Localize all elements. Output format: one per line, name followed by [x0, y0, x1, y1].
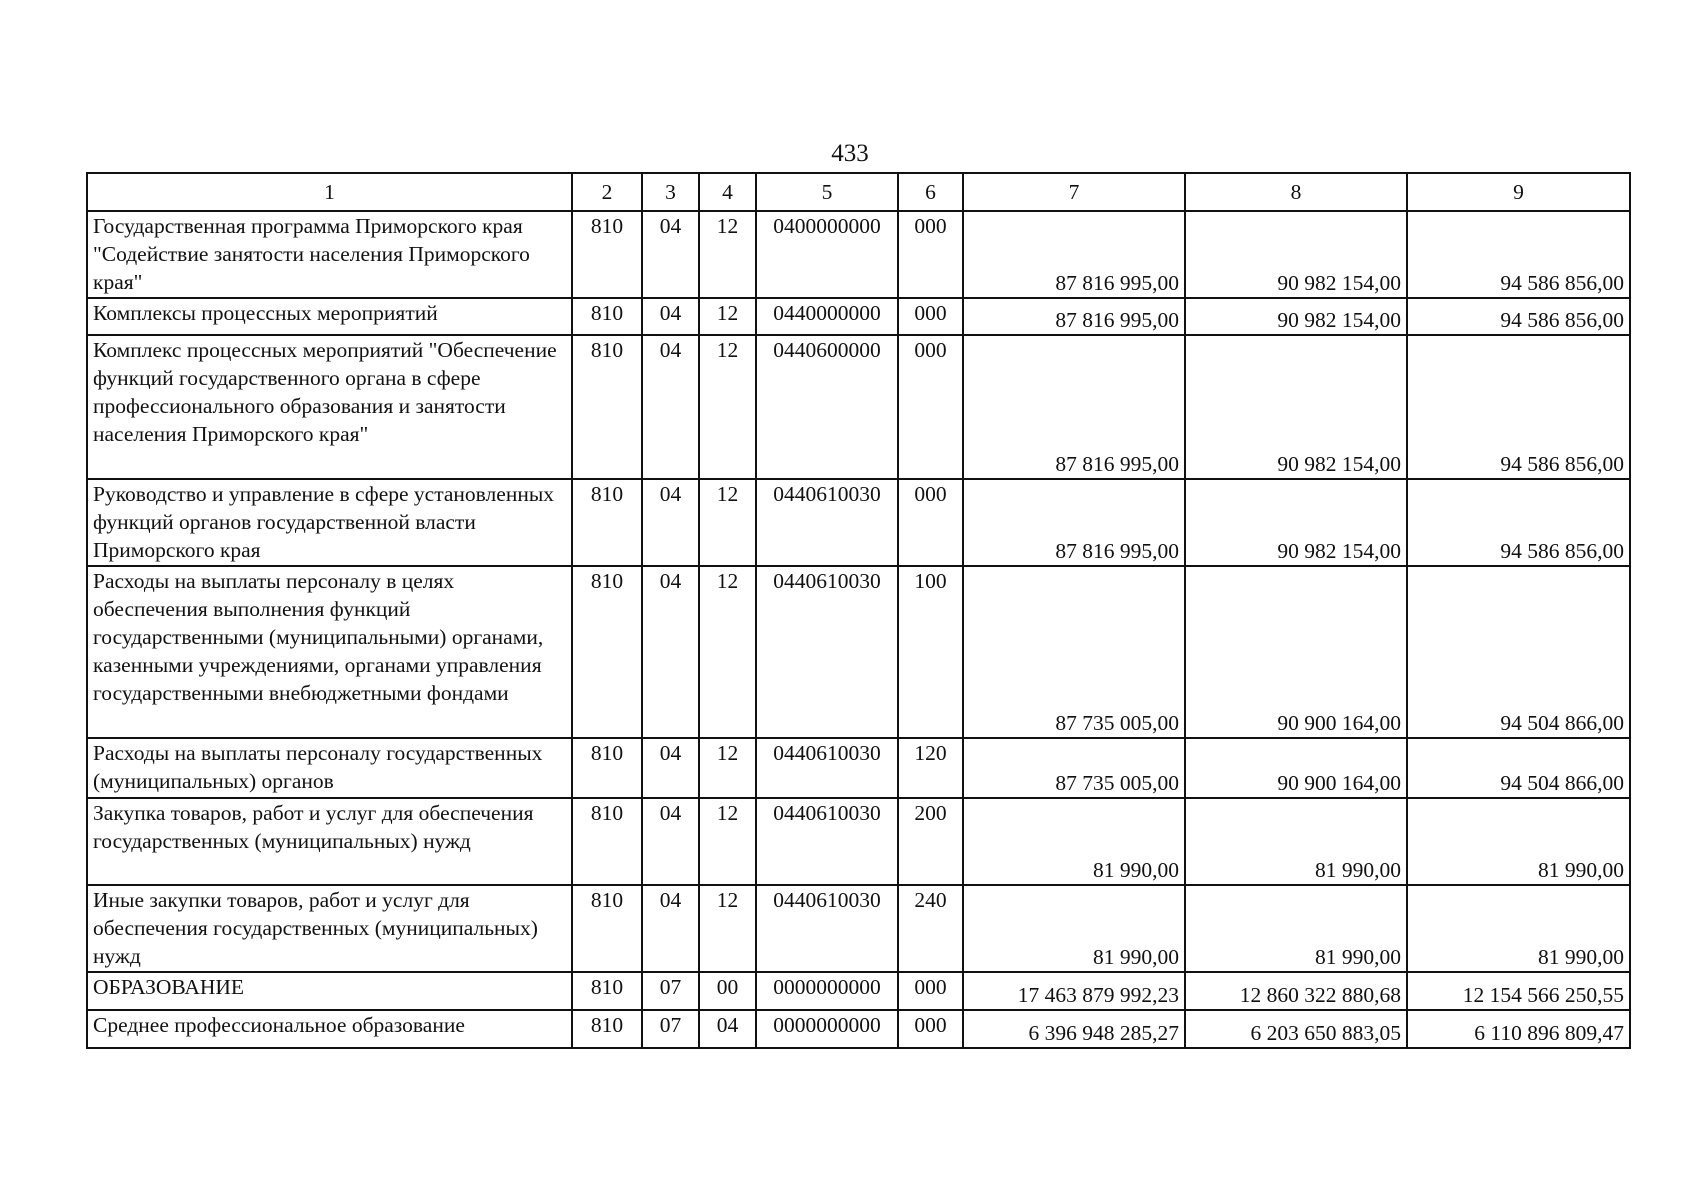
row-name: Руководство и управление в сфере установленных функций органов государственной власти Приморского края [87, 479, 572, 566]
row-amount-col7: 17 463 879 992,23 [963, 972, 1185, 1010]
row-ministry-code: 810 [572, 798, 642, 885]
row-ministry-code: 810 [572, 738, 642, 798]
row-ministry-code: 810 [572, 298, 642, 335]
row-ministry-code: 810 [572, 972, 642, 1010]
table-row [87, 479, 1630, 566]
row-amount-col7: 81 990,00 [963, 798, 1185, 885]
row-subsection-code: 12 [699, 298, 756, 335]
row-amount-col9: 94 586 856,00 [1407, 479, 1630, 566]
row-target-article-code: 0440610030 [756, 479, 898, 566]
row-amount-col7: 87 735 005,00 [963, 566, 1185, 738]
row-subsection-code: 04 [699, 1010, 756, 1048]
row-ministry-code: 810 [572, 1010, 642, 1048]
column-number-header-row [87, 173, 1630, 211]
table-row [87, 211, 1630, 298]
table-row [87, 335, 1630, 479]
row-expense-type-code: 000 [898, 1010, 963, 1048]
row-section-code: 04 [642, 479, 699, 566]
column-header: 1 [87, 173, 572, 211]
row-name: ОБРАЗОВАНИЕ [87, 972, 572, 1010]
row-name: Комплекс процессных мероприятий "Обеспечение функций государственного органа в сфере профессионального образования и занятости населения Приморского края" [87, 335, 572, 479]
column-header: 3 [642, 173, 699, 211]
row-expense-type-code: 000 [898, 335, 963, 479]
row-expense-type-code: 240 [898, 885, 963, 972]
row-section-code: 04 [642, 335, 699, 479]
row-subsection-code: 12 [699, 738, 756, 798]
row-amount-col8: 6 203 650 883,05 [1185, 1010, 1407, 1048]
row-amount-col8: 90 982 154,00 [1185, 298, 1407, 335]
row-amount-col8: 81 990,00 [1185, 885, 1407, 972]
row-expense-type-code: 000 [898, 972, 963, 1010]
row-amount-col7: 81 990,00 [963, 885, 1185, 972]
row-name: Расходы на выплаты персоналу в целях обеспечения выполнения функций государственными (муниципальными) органами, казенными учреждениями, органами управления государственными внебюджетными фондами [87, 566, 572, 738]
row-expense-type-code: 200 [898, 798, 963, 885]
row-amount-col8: 12 860 322 880,68 [1185, 972, 1407, 1010]
row-amount-col8: 90 982 154,00 [1185, 335, 1407, 479]
row-name: Государственная программа Приморского края "Содействие занятости населения Приморского края" [87, 211, 572, 298]
row-amount-col9: 94 504 866,00 [1407, 738, 1630, 798]
row-target-article-code: 0440610030 [756, 885, 898, 972]
column-header: 7 [963, 173, 1185, 211]
row-name: Комплексы процессных мероприятий [87, 298, 572, 335]
column-header: 2 [572, 173, 642, 211]
row-ministry-code: 810 [572, 335, 642, 479]
column-header: 8 [1185, 173, 1407, 211]
row-section-code: 07 [642, 972, 699, 1010]
row-section-code: 04 [642, 566, 699, 738]
row-amount-col7: 87 816 995,00 [963, 479, 1185, 566]
row-ministry-code: 810 [572, 885, 642, 972]
table-row [87, 566, 1630, 738]
row-ministry-code: 810 [572, 566, 642, 738]
row-amount-col8: 90 900 164,00 [1185, 738, 1407, 798]
column-header: 9 [1407, 173, 1630, 211]
row-amount-col9: 81 990,00 [1407, 798, 1630, 885]
row-target-article-code: 0440610030 [756, 566, 898, 738]
row-section-code: 04 [642, 798, 699, 885]
row-ministry-code: 810 [572, 211, 642, 298]
row-target-article-code: 0440610030 [756, 798, 898, 885]
row-amount-col8: 90 982 154,00 [1185, 211, 1407, 298]
row-section-code: 07 [642, 1010, 699, 1048]
row-subsection-code: 00 [699, 972, 756, 1010]
row-subsection-code: 12 [699, 566, 756, 738]
row-amount-col9: 94 586 856,00 [1407, 335, 1630, 479]
row-section-code: 04 [642, 885, 699, 972]
table-row [87, 298, 1630, 335]
table-row [87, 885, 1630, 972]
row-subsection-code: 12 [699, 798, 756, 885]
row-name: Закупка товаров, работ и услуг для обеспечения государственных (муниципальных) нужд [87, 798, 572, 885]
row-amount-col7: 6 396 948 285,27 [963, 1010, 1185, 1048]
row-subsection-code: 12 [699, 335, 756, 479]
row-amount-col9: 94 586 856,00 [1407, 211, 1630, 298]
table-row [87, 1010, 1630, 1048]
row-expense-type-code: 000 [898, 211, 963, 298]
column-header: 6 [898, 173, 963, 211]
row-expense-type-code: 000 [898, 479, 963, 566]
row-amount-col9: 94 504 866,00 [1407, 566, 1630, 738]
budget-table [86, 172, 1631, 1049]
row-name: Расходы на выплаты персоналу государственных (муниципальных) органов [87, 738, 572, 798]
row-amount-col8: 90 900 164,00 [1185, 566, 1407, 738]
row-subsection-code: 12 [699, 479, 756, 566]
row-amount-col9: 12 154 566 250,55 [1407, 972, 1630, 1010]
row-section-code: 04 [642, 738, 699, 798]
row-target-article-code: 0000000000 [756, 972, 898, 1010]
row-name: Иные закупки товаров, работ и услуг для обеспечения государственных (муниципальных) нужд [87, 885, 572, 972]
row-amount-col8: 90 982 154,00 [1185, 479, 1407, 566]
column-header: 5 [756, 173, 898, 211]
row-target-article-code: 0000000000 [756, 1010, 898, 1048]
row-name: Среднее профессиональное образование [87, 1010, 572, 1048]
row-amount-col8: 81 990,00 [1185, 798, 1407, 885]
table-row [87, 738, 1630, 798]
row-amount-col7: 87 816 995,00 [963, 298, 1185, 335]
table-row [87, 798, 1630, 885]
row-target-article-code: 0440600000 [756, 335, 898, 479]
row-amount-col7: 87 816 995,00 [963, 335, 1185, 479]
page-number: 433 [831, 140, 869, 167]
row-amount-col9: 6 110 896 809,47 [1407, 1010, 1630, 1048]
row-subsection-code: 12 [699, 211, 756, 298]
row-ministry-code: 810 [572, 479, 642, 566]
table-row [87, 972, 1630, 1010]
row-amount-col9: 81 990,00 [1407, 885, 1630, 972]
column-header: 4 [699, 173, 756, 211]
row-section-code: 04 [642, 298, 699, 335]
row-subsection-code: 12 [699, 885, 756, 972]
row-amount-col9: 94 586 856,00 [1407, 298, 1630, 335]
row-expense-type-code: 120 [898, 738, 963, 798]
row-amount-col7: 87 816 995,00 [963, 211, 1185, 298]
row-section-code: 04 [642, 211, 699, 298]
row-target-article-code: 0400000000 [756, 211, 898, 298]
row-target-article-code: 0440000000 [756, 298, 898, 335]
row-expense-type-code: 000 [898, 298, 963, 335]
row-expense-type-code: 100 [898, 566, 963, 738]
row-target-article-code: 0440610030 [756, 738, 898, 798]
row-amount-col7: 87 735 005,00 [963, 738, 1185, 798]
